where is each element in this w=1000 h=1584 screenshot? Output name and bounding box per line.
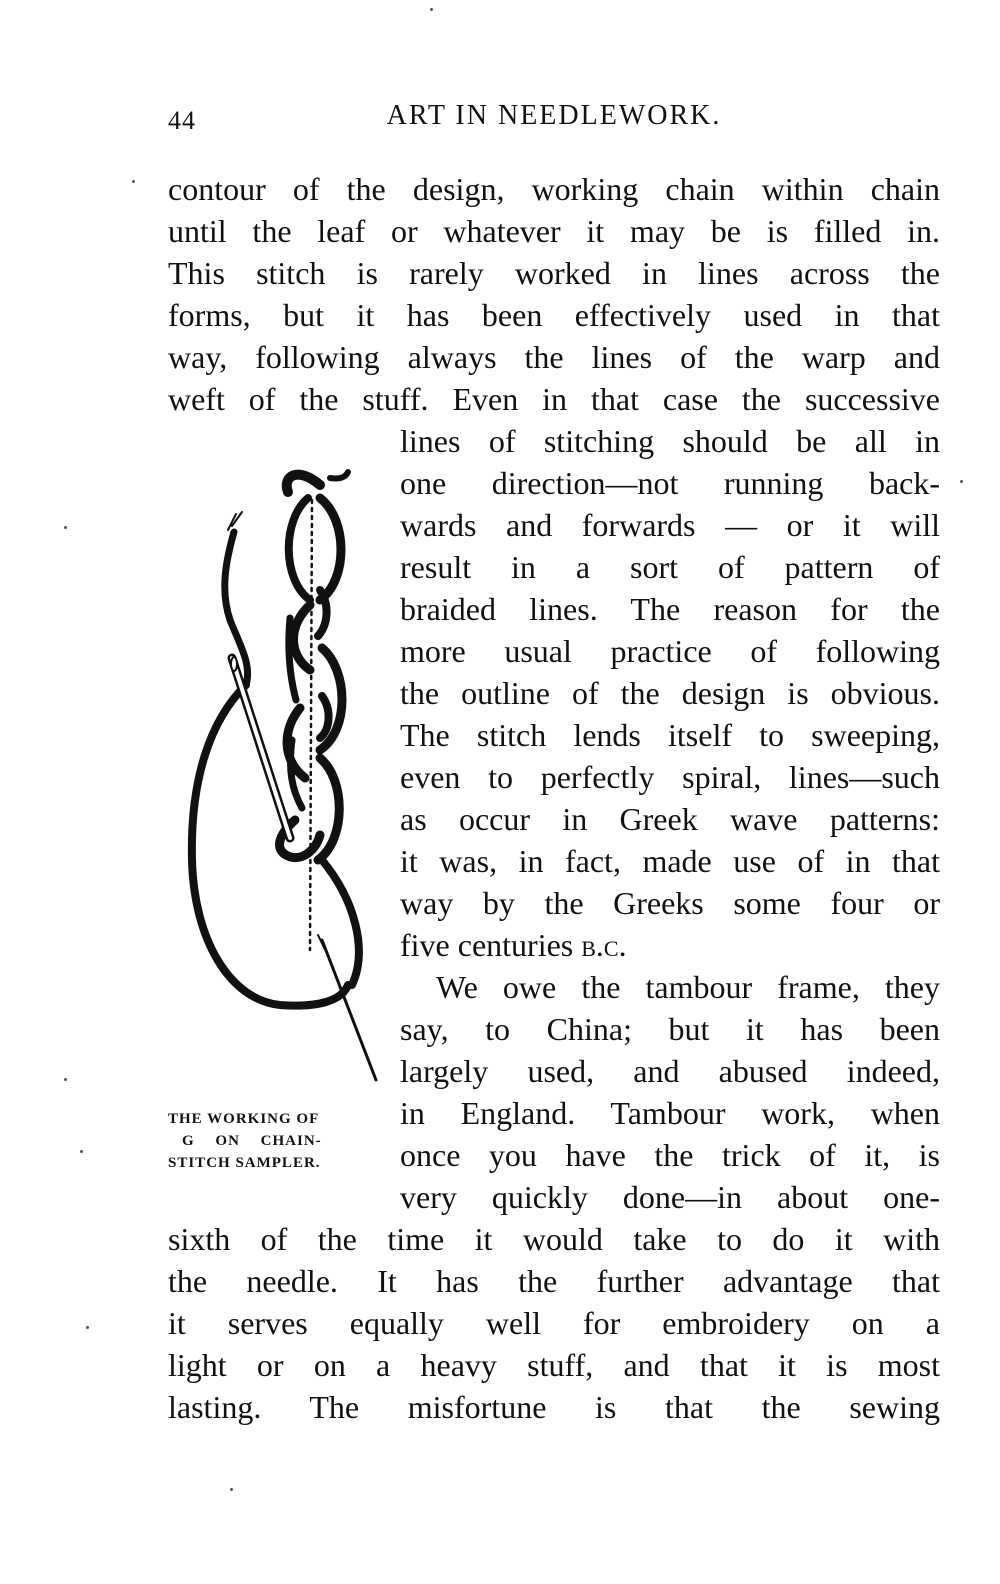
text-line: it was, in fact, made use of in that bbox=[400, 843, 940, 879]
text-line: once you have the trick of it, is bbox=[400, 1137, 940, 1173]
text-line: the outline of the design is obvious. bbox=[400, 675, 940, 711]
text-line: in England. Tambour work, when bbox=[400, 1095, 940, 1131]
scan-speck bbox=[86, 1326, 89, 1329]
scan-speck bbox=[64, 1078, 67, 1081]
text-line bbox=[400, 924, 940, 966]
caption-line: G ON CHAIN- bbox=[182, 1133, 322, 1149]
running-title: ART IN NEEDLEWORK. bbox=[386, 100, 722, 131]
text-line: one direction—not running back- bbox=[400, 465, 940, 501]
text-line: sixth of the time it would take to do it with bbox=[168, 1221, 940, 1257]
text-line: result in a sort of pattern of bbox=[400, 549, 940, 585]
text-line: lasting. The misfortune is that the sewing bbox=[168, 1389, 940, 1425]
chain-stitch-needle-icon bbox=[170, 440, 390, 1090]
text-line: wards and forwards — or it will bbox=[400, 507, 940, 543]
text-line: weft of the stuff. Even in that case the successive bbox=[168, 381, 940, 417]
scan-speck bbox=[64, 526, 67, 529]
figure-caption bbox=[168, 1108, 393, 1174]
text-line: even to perfectly spiral, lines—such bbox=[400, 759, 940, 795]
text-line: The stitch lends itself to sweeping, bbox=[400, 717, 940, 753]
text-line: until the leaf or whatever it may be is filled in. bbox=[168, 213, 940, 249]
caption-line: STITCH SAMPLER. bbox=[168, 1155, 321, 1171]
scan-speck bbox=[960, 480, 963, 483]
text-line: contour of the design, working chain within chain bbox=[168, 171, 940, 207]
caption-line: THE WORKING OF bbox=[168, 1111, 320, 1127]
text-line: forms, but it has been effectively used in that bbox=[168, 297, 940, 333]
text-line: very quickly done—in about one- bbox=[400, 1179, 940, 1215]
page-header bbox=[168, 100, 940, 140]
text-line: say, to China; but it has been bbox=[400, 1011, 940, 1047]
scan-speck bbox=[230, 1488, 233, 1491]
paragraph-start-line: We owe the tambour frame, they bbox=[436, 969, 940, 1005]
text-line: way by the Greeks some four or bbox=[400, 885, 940, 921]
scan-speck bbox=[132, 180, 135, 183]
text-line: way, following always the lines of the warp and bbox=[168, 339, 940, 375]
text-line: the needle. It has the further advantage that bbox=[168, 1263, 940, 1299]
text-line: as occur in Greek wave patterns: bbox=[400, 801, 940, 837]
text-line: it serves equally well for embroidery on a bbox=[168, 1305, 940, 1341]
text-line: This stitch is rarely worked in lines across the bbox=[168, 255, 940, 291]
text-line: light or on a heavy stuff, and that it is most bbox=[168, 1347, 940, 1383]
text-line: more usual practice of following bbox=[400, 633, 940, 669]
bc-abbreviation: b.c. bbox=[581, 927, 627, 963]
scan-speck bbox=[80, 1150, 83, 1153]
text-fragment: five centuries bbox=[400, 927, 582, 963]
scan-speck bbox=[430, 8, 433, 11]
text-line: lines of stitching should be all in bbox=[400, 423, 940, 459]
text-line: largely used, and abused indeed, bbox=[400, 1053, 940, 1089]
page-number: 44 bbox=[168, 106, 196, 135]
text-line: braided lines. The reason for the bbox=[400, 591, 940, 627]
